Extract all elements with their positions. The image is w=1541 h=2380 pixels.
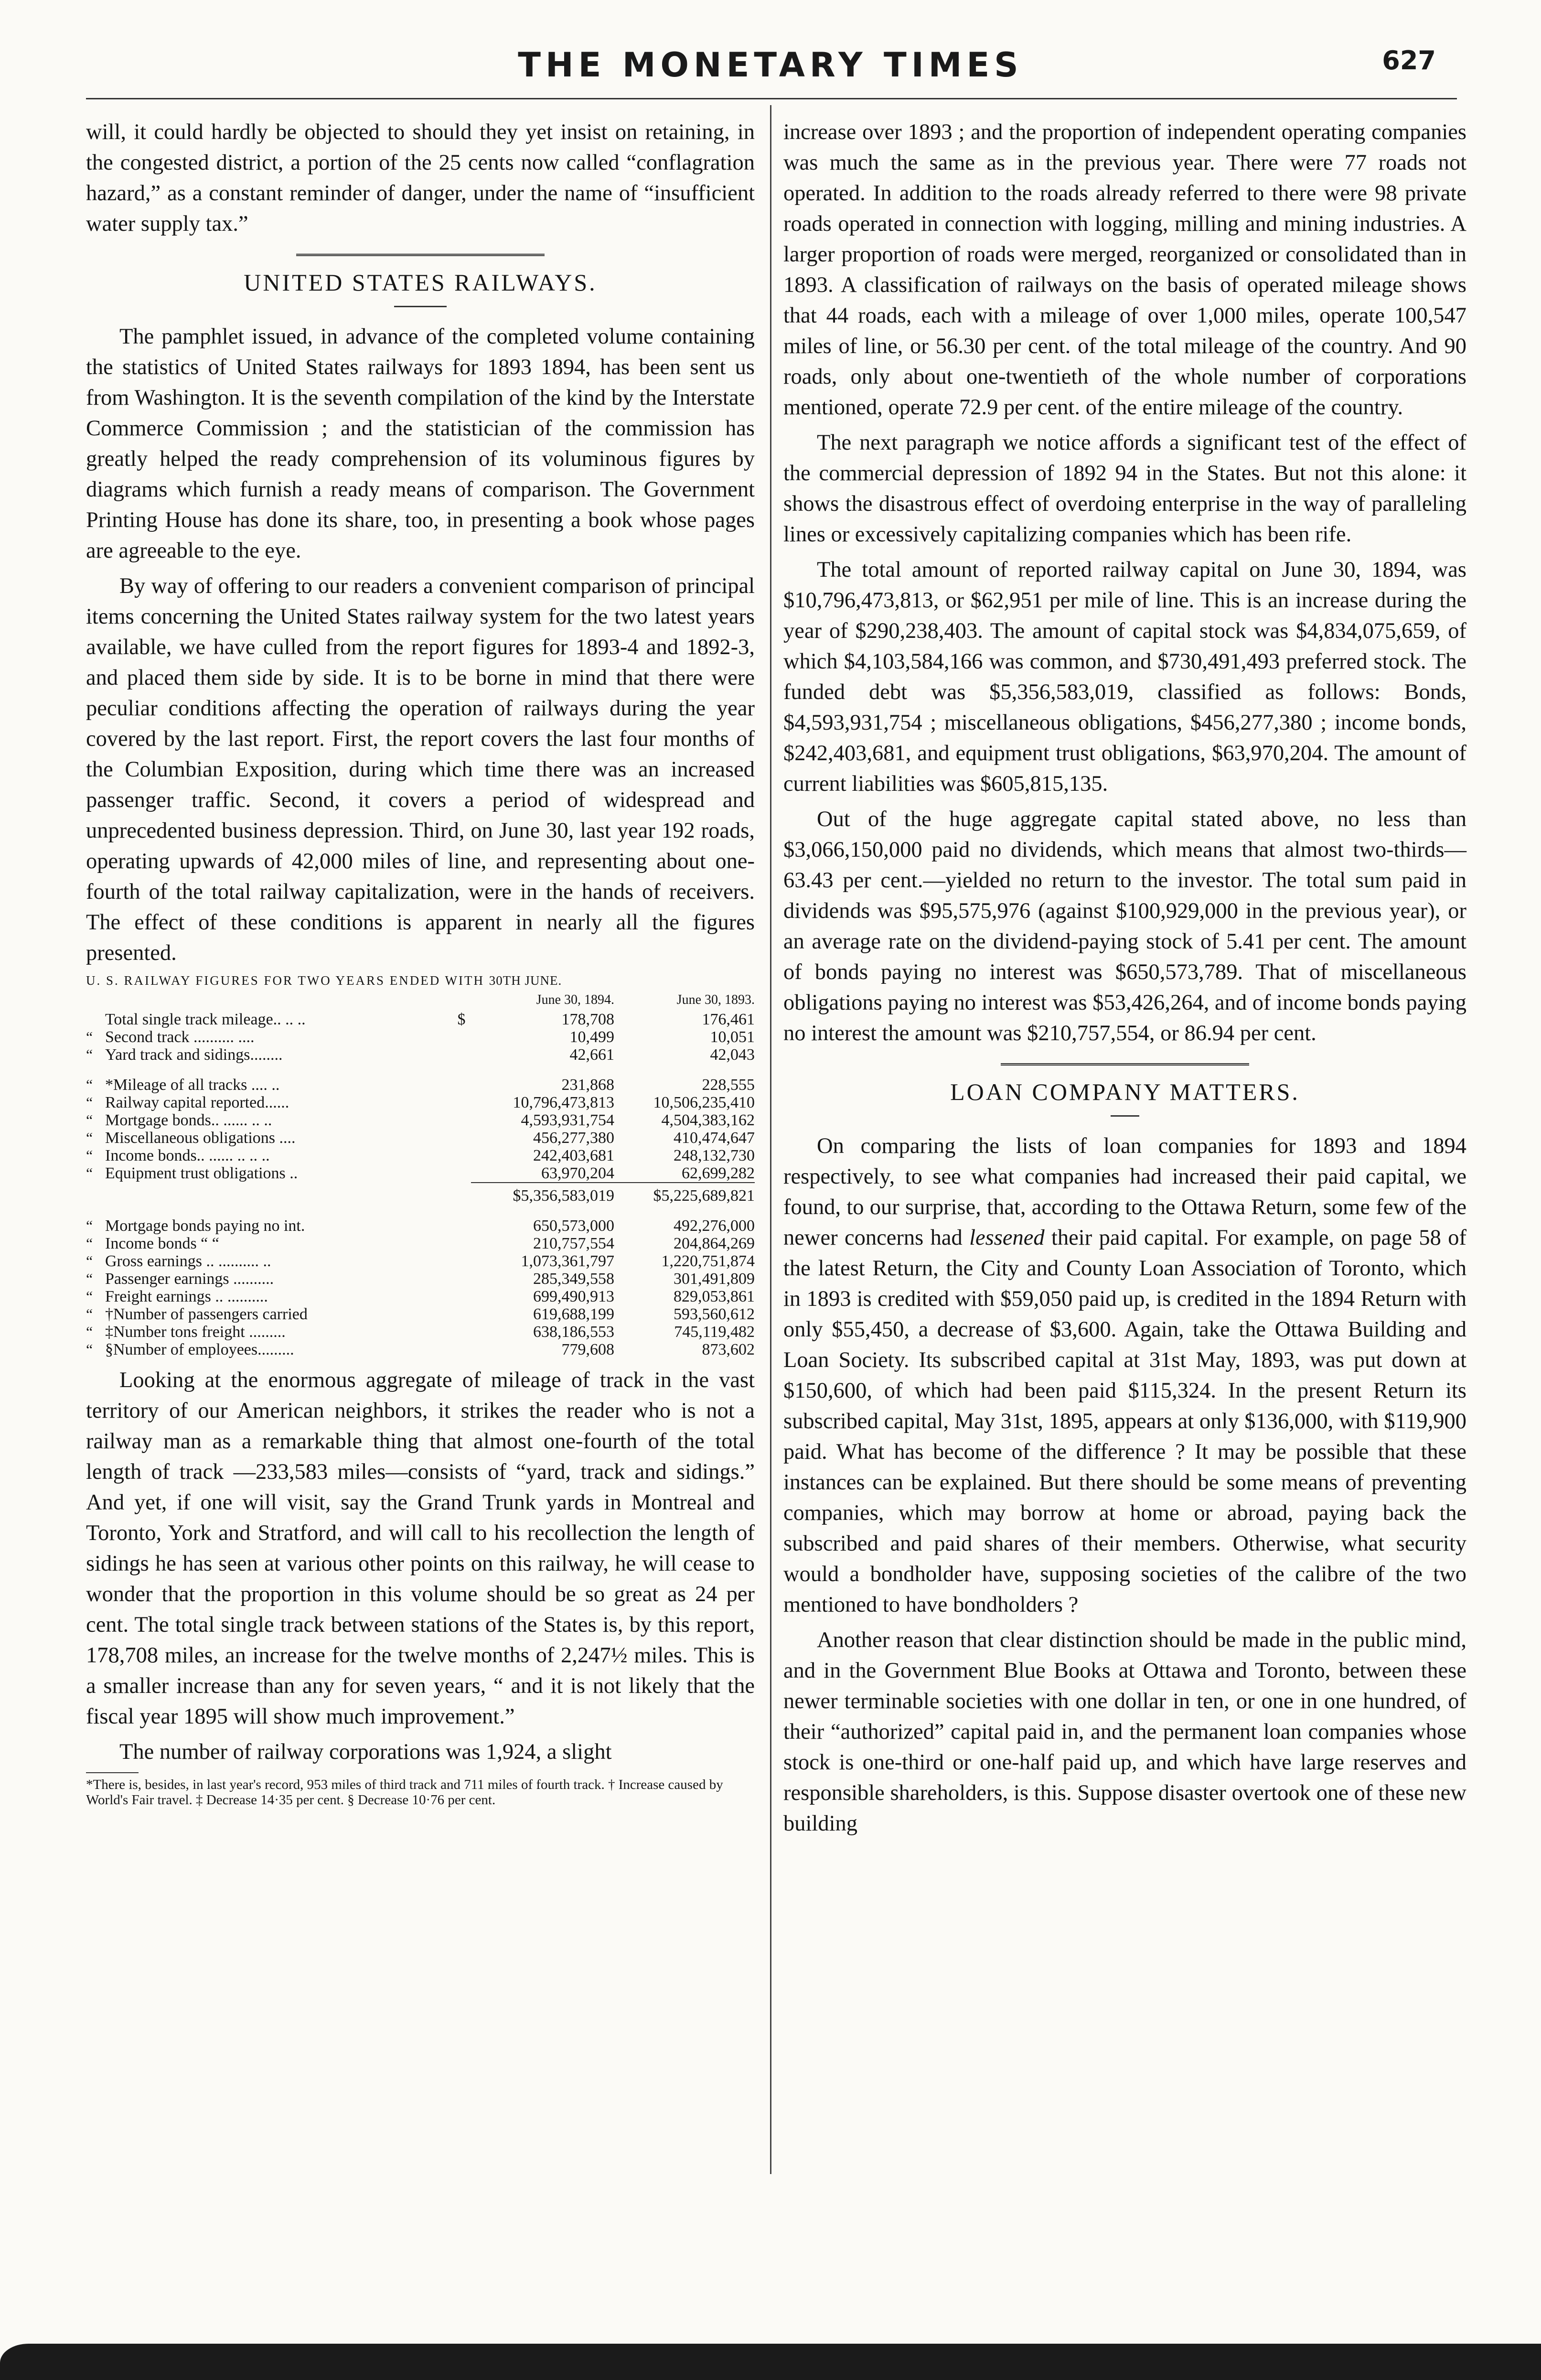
ditto-mark: “ bbox=[86, 1076, 93, 1093]
dollar-sign bbox=[452, 1164, 471, 1183]
row-label: Freight earnings .. .......... bbox=[105, 1288, 268, 1305]
ditto-mark: “ bbox=[86, 1147, 93, 1164]
ditto-mark: “ bbox=[86, 1270, 93, 1287]
left-column bbox=[86, 117, 755, 1808]
footnote: *There is, besides, in last year's record, 953 miles of third track and 711 miles of fourth track. † Increase caused by World's Fair travel. ‡ Decrease 14·35 per cent. § Decrease 10·76 per cent. bbox=[86, 1777, 723, 1808]
table-row bbox=[86, 1028, 755, 1046]
value-1893: 204,864,269 bbox=[674, 1235, 755, 1252]
dollar-sign bbox=[452, 1094, 471, 1111]
table-row bbox=[86, 1011, 755, 1028]
row-label: †Number of passengers carried bbox=[105, 1305, 308, 1323]
value-1893: 745,119,482 bbox=[674, 1323, 755, 1341]
value-1894: 10,796,473,813 bbox=[513, 1094, 614, 1111]
ditto-mark: “ bbox=[86, 1094, 93, 1111]
dollar-sign bbox=[452, 1183, 471, 1205]
ditto-mark: “ bbox=[86, 1252, 93, 1270]
value-1893: 873,602 bbox=[702, 1341, 755, 1358]
table-row bbox=[86, 1288, 755, 1305]
value-1894: 10,499 bbox=[569, 1028, 614, 1046]
dollar-sign bbox=[452, 1252, 471, 1270]
ditto-mark: “ bbox=[86, 1164, 93, 1182]
value-1893: 1,220,751,874 bbox=[661, 1252, 755, 1270]
col-header-1894: June 30, 1894. bbox=[536, 992, 614, 1007]
table-row bbox=[86, 1217, 755, 1235]
value-1894: 231,868 bbox=[561, 1076, 614, 1094]
column-divider bbox=[770, 105, 771, 2174]
section-heading-railways: UNITED STATES RAILWAYS. bbox=[244, 269, 597, 296]
value-1894: 4,593,931,754 bbox=[521, 1111, 614, 1129]
value-1894: 210,757,554 bbox=[533, 1235, 614, 1252]
value-1893: 10,051 bbox=[710, 1028, 755, 1046]
row-label: Mortgage bonds.. ...... .. .. bbox=[105, 1111, 272, 1129]
row-label: Railway capital reported...... bbox=[105, 1094, 289, 1111]
value-1894: 285,349,558 bbox=[533, 1270, 614, 1288]
paragraph: Another reason that clear distinction should be made in the public mind, and in the Government Blue Books at Ottawa and Toronto, between these newer terminable societies with one dollar in ten, or one in one hundred, of their “authorized” capital paid in, and the permanent loan companies whose stock is one-third or one-half paid up, and which have large reserves and responsible shareholders, is this. Suppose disaster overtook one of these new building bbox=[783, 1628, 1466, 1836]
table-row bbox=[86, 1235, 755, 1252]
table-row bbox=[86, 1323, 755, 1341]
masthead bbox=[0, 45, 1541, 88]
paragraph: increase over 1893 ; and the proportion of independent operating companies was much the same as in the previous year. There were 77 roads not operated. In addition to the roads already referred to there were 98 private roads operated in connection with logging, milling and mining industries. A larger proportion of roads were merged, reorganized or consolidated than in 1893. A classification of railways on the basis of operated mileage shows that 44 roads, each with a mileage of over 1,000 miles, operate 100,547 miles of line, or 56.30 per cent. of the total mileage of the country. And 90 roads, only about one-twentieth of the whole number of corporations mentioned, operate 72.9 per cent. of the entire mileage of the country. bbox=[783, 120, 1466, 420]
value-1893: 176,461 bbox=[702, 1011, 755, 1028]
value-1893: 62,699,282 bbox=[682, 1164, 755, 1182]
spacer-row bbox=[86, 1205, 755, 1217]
table-row bbox=[86, 1111, 755, 1129]
spacer-row bbox=[86, 1064, 755, 1076]
paragraph bbox=[783, 1131, 1466, 1620]
paragraph: The pamphlet issued, in advance of the completed volume containing the statistics of United States railways for 1893 1894, has been sent us from Washington. It is the seventh compilation of the kind by the Interstate Commerce Commission ; and the statistician of the commission has greatly helped the ready comprehension of its voluminous figures by diagrams which furnish a ready means of comparison. The Government Printing House has done its share, too, in presenting a book whose pages are agreeable to the eye. bbox=[86, 324, 755, 563]
dollar-sign: $ bbox=[457, 1011, 466, 1028]
value-1894: 456,277,380 bbox=[533, 1129, 614, 1147]
table-row bbox=[86, 1094, 755, 1111]
row-label: Income bonds.. ...... .. .. .. bbox=[105, 1147, 270, 1164]
table-row bbox=[86, 1270, 755, 1288]
scan-edge bbox=[0, 2344, 1541, 2380]
subtotal-1894: $5,356,583,019 bbox=[471, 1183, 626, 1205]
table-row bbox=[86, 1076, 755, 1094]
table-row bbox=[86, 1129, 755, 1147]
dollar-sign bbox=[452, 1028, 471, 1046]
row-label: §Number of employees......... bbox=[105, 1341, 294, 1358]
paragraph: Looking at the enormous aggregate of mileage of track in the vast territory of our American neighbors, it strikes the reader who is not a railway man as a remarkable thing that almost one-fourth of the total length of track —233,583 miles—consists of “yard, track and sidings.” And yet, if one will visit, say the Grand Trunk yards in Montreal and Toronto, York and Stratford, and will call to his recollection the length of sidings he has seen at various other points on this railway, he will cease to wonder that the proportion in this volume should be so great as 24 per cent. The total single track between stations of the States is, by this report, 178,708 miles, an increase for the twelve months of 2,247½ miles. This is a smaller increase than any for seven years, “ and it is not likely that the fiscal year 1895 will show much improvement.” bbox=[86, 1368, 755, 1729]
ditto-mark: “ bbox=[86, 1028, 93, 1045]
dollar-sign bbox=[452, 1270, 471, 1288]
dollar-sign bbox=[452, 1217, 471, 1235]
dollar-sign bbox=[452, 1111, 471, 1129]
value-1894: 638,186,553 bbox=[533, 1323, 614, 1341]
table-caption-text: U. S. RAILWAY FIGURES FOR TWO YEARS ENDED WITH bbox=[86, 973, 485, 988]
value-1893: 829,053,861 bbox=[674, 1288, 755, 1305]
row-label: Passenger earnings .......... bbox=[105, 1270, 274, 1288]
right-column bbox=[783, 117, 1466, 1844]
value-1893: 4,504,383,162 bbox=[661, 1111, 755, 1129]
paragraph: The number of railway corporations was 1,924, a slight bbox=[119, 1740, 612, 1764]
paragraph: By way of offering to our readers a convenient comparison of principal items concerning the United States railway system for the two latest years available, we have culled from the report figures for 1893-4 and 1892-3, and placed them side by side. It is to be borne in mind that there were peculiar conditions affecting the operation of railways during the year covered by the last report. First, the report covers the last four months of the Columbian Exposition, during which time there was an increased passenger traffic. Second, it covers a period of widespread and unprecedented business depression. Third, on June 30, last year 192 roads, operating upwards of 42,000 miles of line, and representing about one-fourth of the total railway capitalization, were in the hands of receivers. The effect of these conditions is apparent in nearly all the figures presented. bbox=[86, 574, 755, 965]
table-row bbox=[86, 1341, 755, 1358]
dollar-sign bbox=[452, 1147, 471, 1164]
value-1893: 10,506,235,410 bbox=[653, 1094, 755, 1111]
value-1894: 242,403,681 bbox=[533, 1147, 614, 1164]
table-row bbox=[86, 1305, 755, 1323]
ditto-mark: “ bbox=[86, 1046, 93, 1063]
table-row bbox=[86, 1046, 755, 1064]
value-1893: 593,560,612 bbox=[674, 1305, 755, 1323]
emphasis-text: lessened bbox=[969, 1226, 1045, 1250]
value-1893: 492,276,000 bbox=[674, 1217, 755, 1235]
dollar-sign bbox=[452, 1323, 471, 1341]
value-1894: 779,608 bbox=[561, 1341, 614, 1358]
dollar-sign bbox=[452, 1046, 471, 1064]
value-1894: 42,661 bbox=[569, 1046, 614, 1064]
row-label: Mortgage bonds paying no int. bbox=[105, 1217, 305, 1235]
ditto-mark: “ bbox=[86, 1341, 93, 1358]
dollar-sign bbox=[452, 1129, 471, 1147]
value-1894: 650,573,000 bbox=[533, 1217, 614, 1235]
ditto-mark: “ bbox=[86, 1111, 93, 1129]
ditto-mark: “ bbox=[86, 1235, 93, 1252]
row-label: Income bonds “ “ bbox=[105, 1235, 219, 1252]
row-label: Equipment trust obligations .. bbox=[105, 1164, 298, 1182]
row-label: Yard track and sidings........ bbox=[105, 1046, 283, 1064]
dollar-sign bbox=[452, 1288, 471, 1305]
dollar-sign bbox=[452, 1235, 471, 1252]
value-1893: 228,555 bbox=[702, 1076, 755, 1094]
publication-title: THE MONETARY TIMES bbox=[518, 45, 1023, 85]
row-label: *Mileage of all tracks .... .. bbox=[105, 1076, 280, 1094]
section-heading-loan: LOAN COMPANY MATTERS. bbox=[950, 1078, 1300, 1105]
railway-figures-table bbox=[86, 991, 755, 1358]
value-1894: 63,970,204 bbox=[541, 1164, 614, 1182]
paragraph-text: their paid capital. For example, on page 58 of the latest Return, the City and County Loan Association of Toronto, which in 1893 is credited with $59,050 paid up, is credited in the 1894 Return with only $55,450, a decrease of $3,600. Again, take the Ottawa Building and Loan Society. Its subscribed capital at 31st May, 1893, was put down at $150,600, of which had been paid $115,324. In the present Return its subscribed capital, May 31st, 1895, appears at only $136,000, with $119,900 paid. What has become of the difference ? It may be possible that these instances can be explained. But there should be some means of preventing companies, which may borrow at home or abroad, paying back the subscribed and paid shares of their members. Otherwise, what security would a bondholder have, supposing societies of the calibre of the two mentioned to have bondholders ? bbox=[783, 1226, 1467, 1617]
paragraph-text: On comparing the lists of loan companies for 1893 and 1894 respectively, to see what companies had increased their paid capital, we found, to our surprise, that, according to the Ottawa Return, some few of the newer concerns had bbox=[783, 1134, 1466, 1250]
paragraph: The next paragraph we notice affords a significant test of the effect of the commercial depression of 1892 94 in the States. But not this alone: it shows the disastrous effect of overdoing enterprise in the way of paralleling lines or excessively capitalizing companies which has been rife. bbox=[783, 431, 1466, 547]
dollar-sign bbox=[452, 1076, 471, 1094]
ditto-mark bbox=[86, 1183, 105, 1205]
value-1893: 410,474,647 bbox=[674, 1129, 755, 1147]
value-1893: 301,491,809 bbox=[674, 1270, 755, 1288]
header-rule bbox=[86, 98, 1457, 99]
row-label: Second track .......... .... bbox=[105, 1028, 255, 1046]
heading-rule bbox=[394, 306, 447, 307]
footnote-rule bbox=[86, 1772, 139, 1773]
ditto-mark: “ bbox=[86, 1129, 93, 1146]
col-header-1893: June 30, 1893. bbox=[676, 992, 755, 1007]
value-1894: 619,688,199 bbox=[533, 1305, 614, 1323]
ditto-mark: “ bbox=[86, 1323, 93, 1340]
dollar-sign bbox=[452, 1341, 471, 1358]
table-row bbox=[86, 1252, 755, 1270]
heading-rule bbox=[1111, 1115, 1139, 1117]
ditto-mark: “ bbox=[86, 1288, 93, 1305]
table-caption bbox=[86, 973, 755, 988]
ditto-mark: “ bbox=[86, 1217, 93, 1234]
section-rule bbox=[1001, 1063, 1249, 1066]
value-1894: 178,708 bbox=[561, 1011, 614, 1028]
dollar-sign bbox=[452, 1305, 471, 1323]
value-1894: 1,073,361,797 bbox=[521, 1252, 614, 1270]
table-row bbox=[86, 1147, 755, 1164]
subtotal-1893: $5,225,689,821 bbox=[626, 1183, 755, 1205]
paragraph: The total amount of reported railway capital on June 30, 1894, was $10,796,473,813, or $62,951 per mile of line. This is an increase during the year of $290,238,403. The amount of capital stock was $4,834,075,659, of which $4,103,584,166 was common, and $730,491,493 preferred stock. The funded debt was $5,356,583,019, classified as follows: Bonds, $4,593,931,754 ; miscellaneous obligations, $456,277,380 ; income bonds, $242,403,681, and equipment trust obligations, $63,970,204. The amount of current liabilities was $605,815,135. bbox=[783, 558, 1466, 796]
value-1894: 699,490,913 bbox=[533, 1288, 614, 1305]
value-1893: 248,132,730 bbox=[674, 1147, 755, 1164]
row-label: Total single track mileage.. .. .. bbox=[105, 1011, 306, 1028]
row-label: Miscellaneous obligations .... bbox=[105, 1129, 296, 1147]
continued-paragraph: will, it could hardly be objected to should they yet insist on retaining, in the congested district, a portion of the 25 cents now called “conflagration hazard,” as a constant reminder of danger, under the name of “insufficient water supply tax.” bbox=[86, 120, 755, 236]
table-header-row bbox=[86, 991, 755, 1011]
row-label bbox=[105, 1183, 452, 1205]
table-row bbox=[86, 1164, 755, 1183]
paragraph: Out of the huge aggregate capital stated above, no less than $3,066,150,000 paid no dividends, which means that almost two-thirds—63.43 per cent.—yielded no return to the investor. The total sum paid in dividends was $95,575,976 (against $100,929,000 in the previous year), or an average rate on the dividend-paying stock of 5.41 per cent. The amount of bonds paying no interest was $650,573,789. That of miscellaneous obligations paying no interest was $53,426,264, and of income bonds paying no interest the amount was $210,757,554, or 86.94 per cent. bbox=[783, 807, 1466, 1045]
row-label: Gross earnings .. .......... .. bbox=[105, 1252, 271, 1270]
ditto-mark: “ bbox=[86, 1305, 93, 1323]
ditto-mark bbox=[86, 1011, 105, 1028]
row-label: ‡Number tons freight ......... bbox=[105, 1323, 286, 1341]
table-caption-end: 30TH JUNE. bbox=[489, 973, 562, 988]
section-rule bbox=[296, 254, 545, 256]
subtotal-row bbox=[86, 1183, 755, 1205]
page-number: 627 bbox=[1382, 45, 1436, 75]
value-1893: 42,043 bbox=[710, 1046, 755, 1064]
